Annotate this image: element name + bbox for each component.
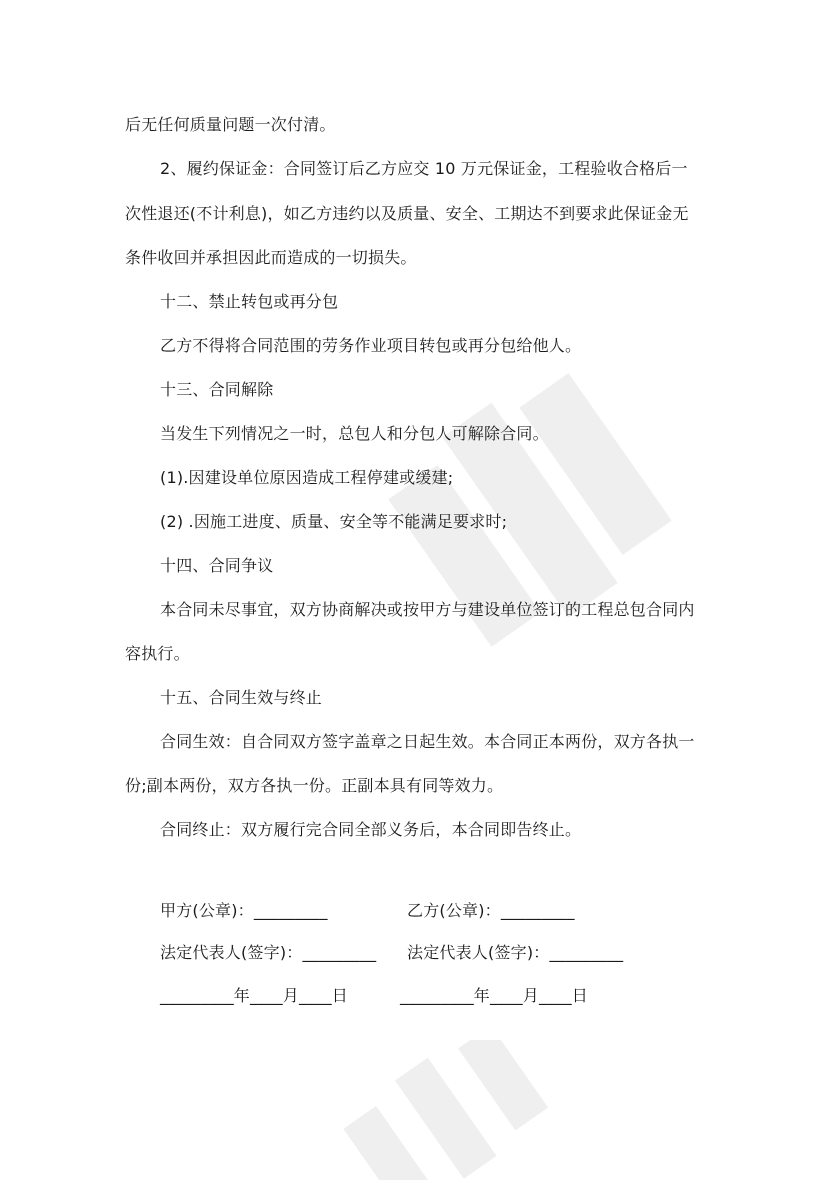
section-heading: 十二、禁止转包或再分包 xyxy=(160,292,339,311)
section-heading: 十三、合同解除 xyxy=(160,380,274,399)
section-heading: 十四、合同争议 xyxy=(160,556,274,575)
watermark-logo-bottom xyxy=(320,1040,560,1180)
paragraph-line: 条件收回并承担因此而造成的一切损失。 xyxy=(125,248,417,267)
paragraph-line: 份;副本两份，双方各执一份。正副本具有同等效力。 xyxy=(125,776,504,795)
paragraph-line: 合同生效：自合同双方签字盖章之日起生效。本合同正本两份，双方各执一 xyxy=(160,732,695,751)
paragraph-line: 后无任何质量问题一次付清。 xyxy=(125,115,336,134)
party-b-seal-field: 乙方(公章)：_________ xyxy=(407,901,575,920)
section-heading: 十五、合同生效与终止 xyxy=(160,688,323,707)
paragraph-line: 乙方不得将合同范围的劳务作业项目转包或再分包给他人。 xyxy=(160,336,582,355)
list-item: (1).因建设单位原因造成工程停建或缓建; xyxy=(160,468,454,487)
paragraph-line: 本合同未尽事宜，双方协商解决或按甲方与建设单位签订的工程总包合同内 xyxy=(160,600,695,619)
paragraph-line: 合同终止：双方履行完合同全部义务后，本合同即告终止。 xyxy=(160,820,582,839)
party-a-representative-field: 法定代表人(签字)：_________ xyxy=(160,943,377,962)
paragraph-line: 2、履约保证金：合同签订后乙方应交 10 万元保证金，工程验收合格后一 xyxy=(160,159,688,178)
party-b-representative-field: 法定代表人(签字)：_________ xyxy=(407,943,624,962)
party-b-date-field: _________年____月____日 xyxy=(400,986,589,1005)
paragraph-line: 次性退还(不计利息)，如乙方违约以及质量、安全、工期达不到要求此保证金无 xyxy=(125,204,689,223)
watermark-logo xyxy=(380,300,680,720)
party-a-seal-field: 甲方(公章)：_________ xyxy=(160,901,328,920)
paragraph-line: 容执行。 xyxy=(125,644,190,663)
party-a-date-field: _________年____月____日 xyxy=(160,986,349,1005)
paragraph-line: 当发生下列情况之一时，总包人和分包人可解除合同。 xyxy=(160,424,549,443)
list-item: (2) .因施工进度、质量、安全等不能满足要求时; xyxy=(160,512,508,531)
